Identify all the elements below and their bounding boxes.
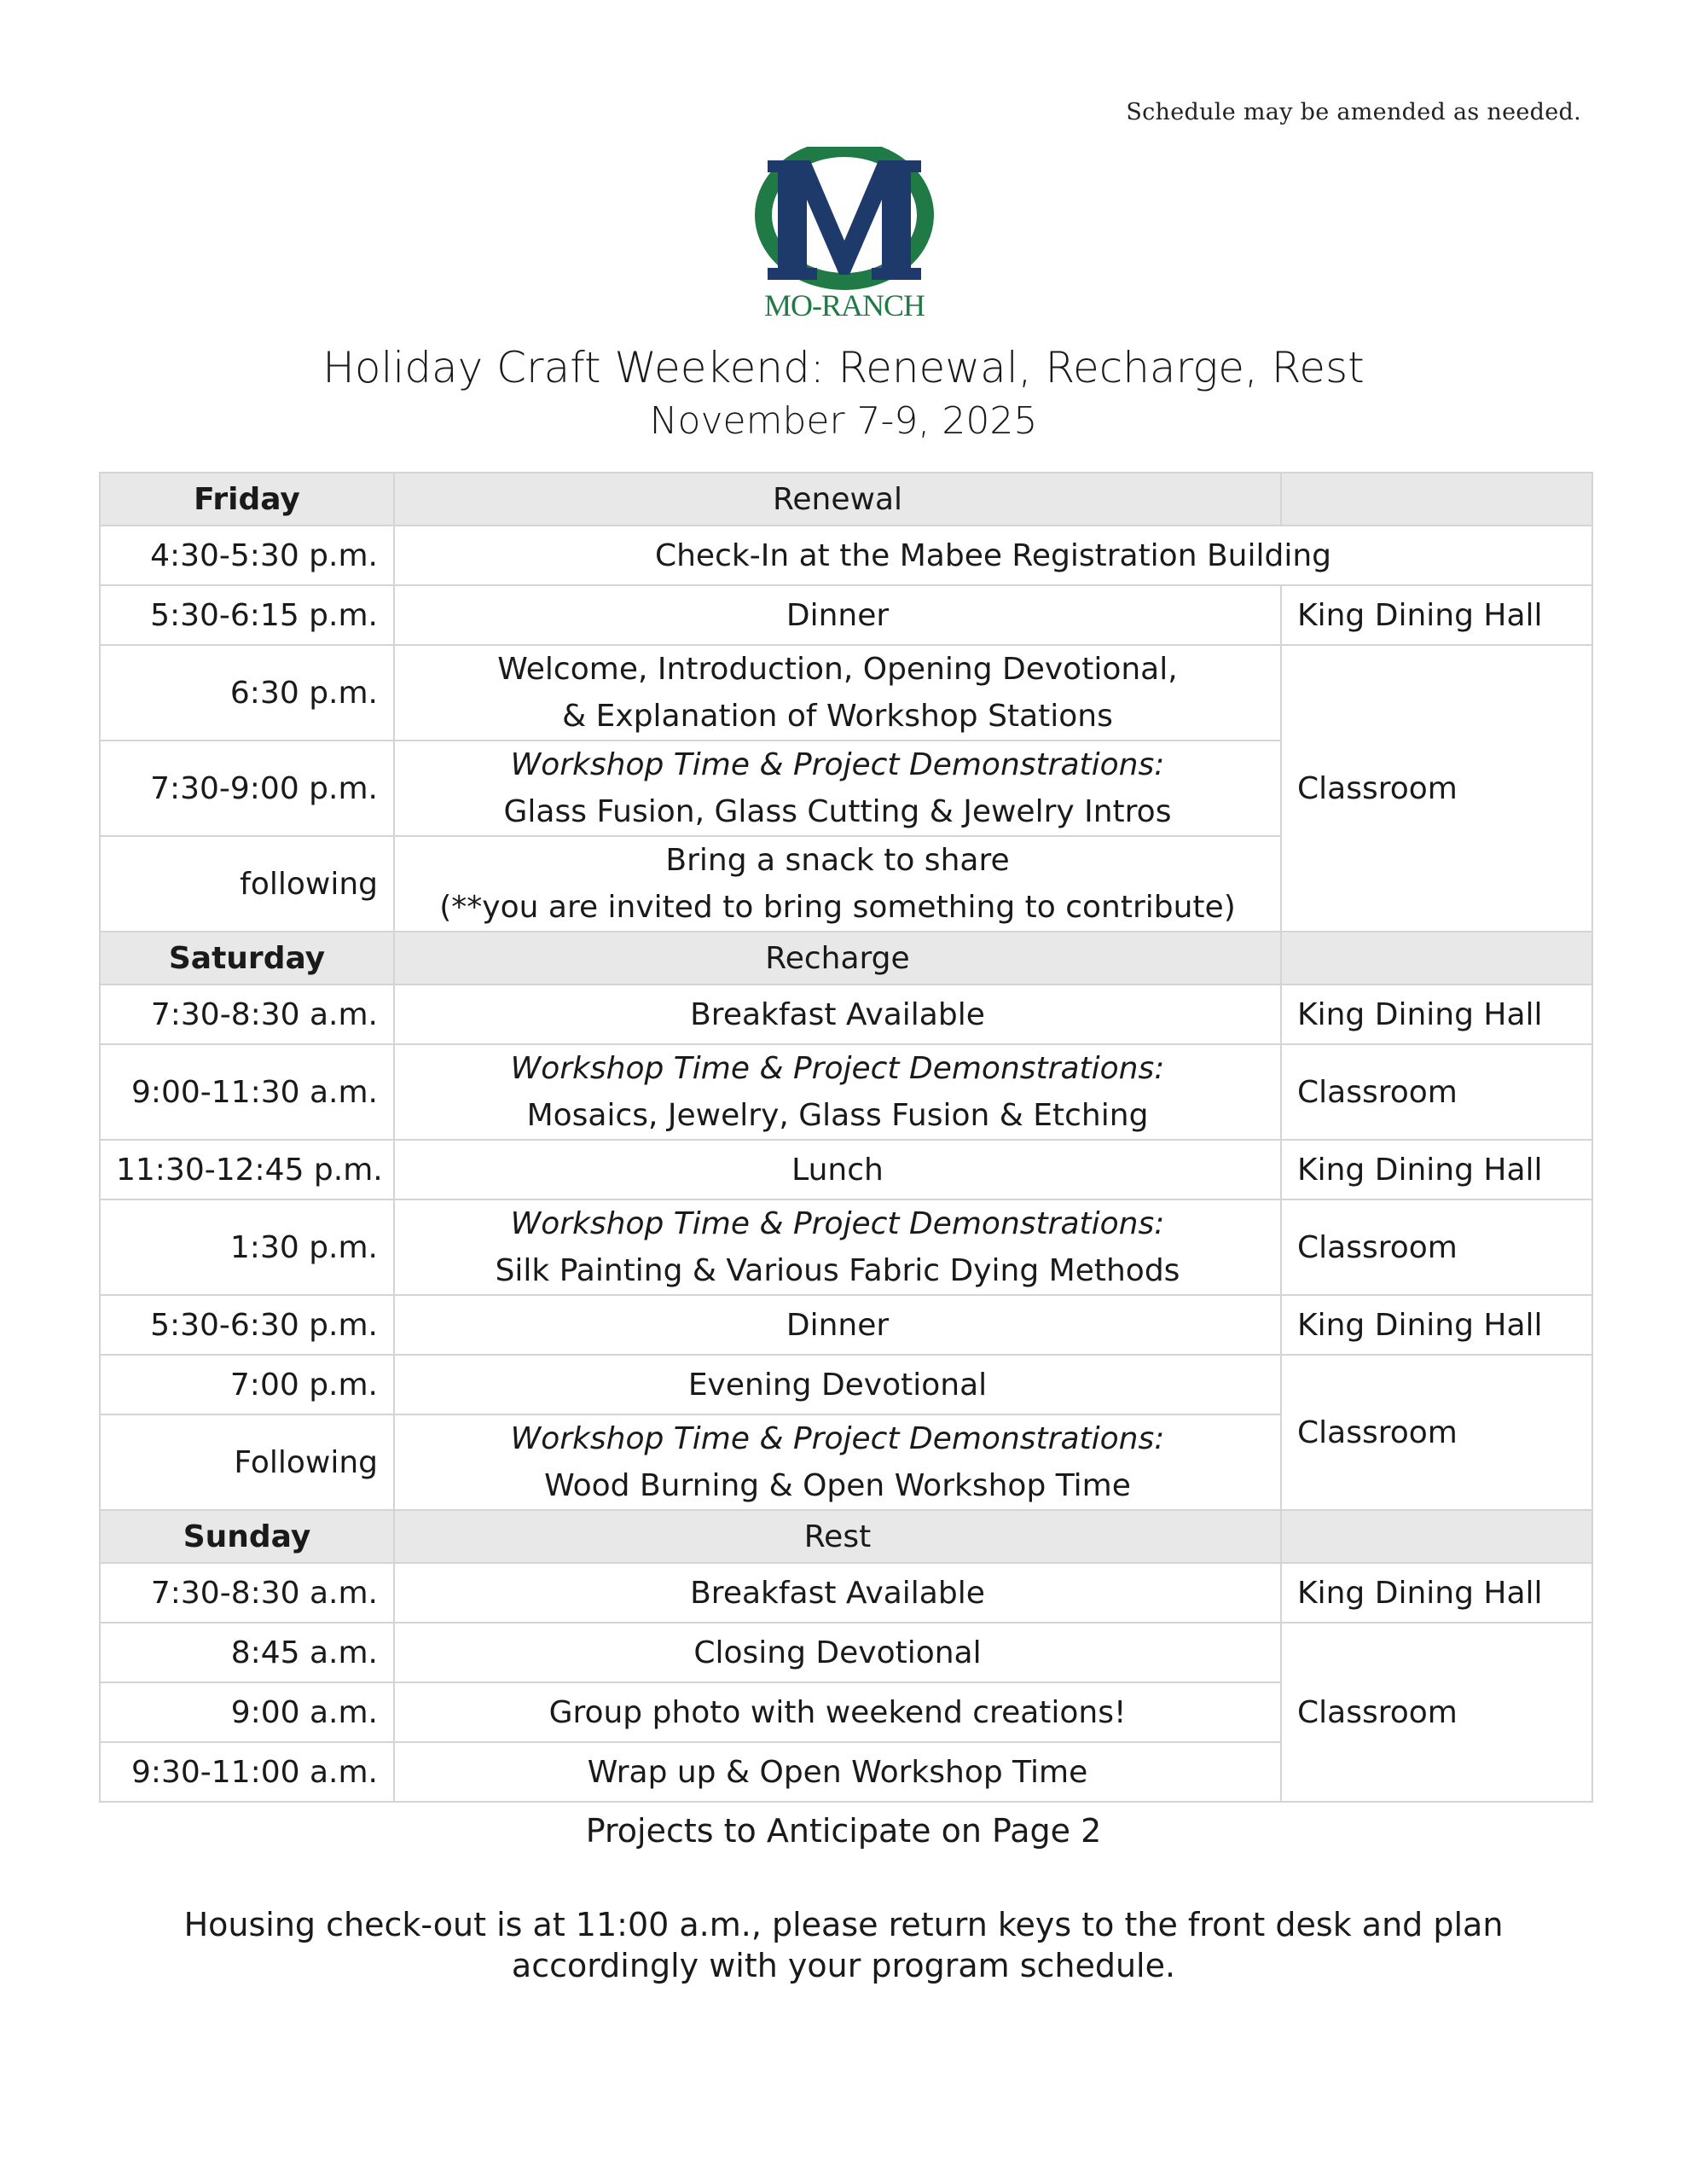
table-row xyxy=(100,526,1592,585)
event-cell xyxy=(394,741,1281,836)
day-header-blank xyxy=(1281,932,1592,985)
time-cell: 7:30-8:30 a.m. xyxy=(100,985,394,1044)
event-heading: Workshop Time & Project Demonstrations: xyxy=(510,1051,1165,1086)
projects-note: Projects to Anticipate on Page 2 xyxy=(585,1812,1102,1850)
logo-wordmark: MO-RANCH xyxy=(763,288,925,322)
day-theme: Recharge xyxy=(394,932,1281,985)
table-row xyxy=(100,645,1592,741)
location-cell: King Dining Hall xyxy=(1281,585,1592,645)
event-cell: Lunch xyxy=(394,1140,1281,1199)
time-cell: following xyxy=(100,836,394,932)
event-cell: Wrap up & Open Workshop Time xyxy=(394,1742,1281,1802)
event-cell: Dinner xyxy=(394,585,1281,645)
event-dates: November 7-9, 2025 xyxy=(649,399,1038,443)
table-row xyxy=(100,1044,1592,1140)
day-header-blank xyxy=(1281,473,1592,526)
location-cell: King Dining Hall xyxy=(1281,1295,1592,1355)
event-heading: Workshop Time & Project Demonstrations: xyxy=(510,1206,1165,1241)
day-name: Sunday xyxy=(100,1510,394,1563)
event-line: Mosaics, Jewelry, Glass Fusion & Etching xyxy=(526,1098,1149,1133)
day-name: Saturday xyxy=(100,932,394,985)
mo-ranch-logo xyxy=(751,147,938,326)
table-row xyxy=(100,1199,1592,1295)
time-cell: 8:45 a.m. xyxy=(100,1623,394,1682)
table-row xyxy=(100,1295,1592,1355)
event-line: Glass Fusion, Glass Cutting & Jewelry Intros xyxy=(503,794,1172,829)
event-cell: Dinner xyxy=(394,1295,1281,1355)
location-cell: Classroom xyxy=(1281,1623,1592,1802)
event-line: Bring a snack to share xyxy=(665,843,1010,878)
event-heading: Workshop Time & Project Demonstrations: xyxy=(510,747,1165,782)
time-cell: 7:30-8:30 a.m. xyxy=(100,1563,394,1623)
event-heading: Workshop Time & Project Demonstrations: xyxy=(510,1421,1165,1456)
time-cell: 11:30-12:45 p.m. xyxy=(100,1140,394,1199)
time-cell: Following xyxy=(100,1414,394,1510)
location-cell: King Dining Hall xyxy=(1281,1140,1592,1199)
event-cell xyxy=(394,836,1281,932)
location-cell: Classroom xyxy=(1281,1355,1592,1510)
location-cell: Classroom xyxy=(1281,645,1592,932)
event-line: & Explanation of Workshop Stations xyxy=(562,699,1113,734)
event-cell xyxy=(394,1044,1281,1140)
event-cell: Check-In at the Mabee Registration Building xyxy=(394,526,1592,585)
time-cell: 4:30-5:30 p.m. xyxy=(100,526,394,585)
day-theme: Rest xyxy=(394,1510,1281,1563)
amendment-note: Schedule may be amended as needed. xyxy=(1126,99,1581,125)
event-cell xyxy=(394,1414,1281,1510)
logo-mark-icon xyxy=(751,147,938,292)
table-row xyxy=(100,1140,1592,1199)
event-line: Welcome, Introduction, Opening Devotional, xyxy=(497,652,1178,687)
time-cell: 5:30-6:15 p.m. xyxy=(100,585,394,645)
table-row xyxy=(100,1355,1592,1414)
event-line: (**you are invited to bring something to contribute) xyxy=(439,890,1236,925)
time-cell: 7:30-9:00 p.m. xyxy=(100,741,394,836)
day-header-row xyxy=(100,932,1592,985)
location-cell: King Dining Hall xyxy=(1281,1563,1592,1623)
time-cell: 9:30-11:00 a.m. xyxy=(100,1742,394,1802)
location-cell: Classroom xyxy=(1281,1044,1592,1140)
time-cell: 5:30-6:30 p.m. xyxy=(100,1295,394,1355)
time-cell: 9:00 a.m. xyxy=(100,1682,394,1742)
time-cell: 1:30 p.m. xyxy=(100,1199,394,1295)
time-cell: 7:00 p.m. xyxy=(100,1355,394,1414)
page-title: Holiday Craft Weekend: Renewal, Recharge, Rest xyxy=(322,343,1365,392)
event-cell: Evening Devotional xyxy=(394,1355,1281,1414)
checkout-note: Housing check-out is at 11:00 a.m., please return keys to the front desk and plan accordingly with your program schedule. xyxy=(183,1906,1504,1984)
event-cell: Breakfast Available xyxy=(394,1563,1281,1623)
event-cell: Closing Devotional xyxy=(394,1623,1281,1682)
table-row xyxy=(100,985,1592,1044)
day-header-blank xyxy=(1281,1510,1592,1563)
time-cell: 6:30 p.m. xyxy=(100,645,394,741)
location-cell: Classroom xyxy=(1281,1199,1592,1295)
time-cell: 9:00-11:30 a.m. xyxy=(100,1044,394,1140)
day-theme: Renewal xyxy=(394,473,1281,526)
table-row xyxy=(100,585,1592,645)
day-header-row xyxy=(100,473,1592,526)
event-cell xyxy=(394,645,1281,741)
schedule-table xyxy=(99,472,1593,1803)
day-name: Friday xyxy=(100,473,394,526)
event-line: Silk Painting & Various Fabric Dying Methods xyxy=(495,1253,1180,1288)
event-cell: Group photo with weekend creations! xyxy=(394,1682,1281,1742)
event-cell xyxy=(394,1199,1281,1295)
event-line: Wood Burning & Open Workshop Time xyxy=(544,1468,1131,1503)
location-cell: King Dining Hall xyxy=(1281,985,1592,1044)
table-row xyxy=(100,1563,1592,1623)
day-header-row xyxy=(100,1510,1592,1563)
table-row xyxy=(100,1623,1592,1682)
event-cell: Breakfast Available xyxy=(394,985,1281,1044)
